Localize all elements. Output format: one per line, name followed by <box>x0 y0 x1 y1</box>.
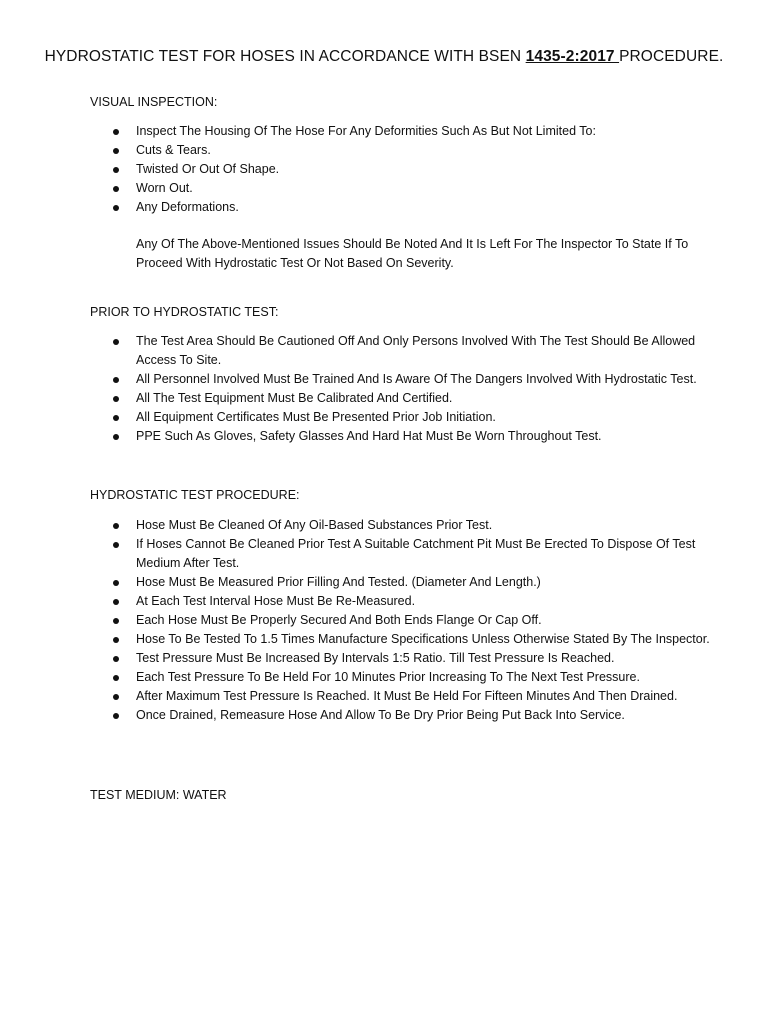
list-item: PPE Such As Gloves, Safety Glasses And Hard Hat Must Be Worn Throughout Test. <box>90 427 720 446</box>
bullet-icon <box>113 377 119 383</box>
bullet-icon <box>113 129 119 135</box>
bullet-icon <box>113 205 119 211</box>
bullet-icon <box>113 396 119 402</box>
list-item: Each Hose Must Be Properly Secured And Both Ends Flange Or Cap Off. <box>90 611 720 630</box>
list-item: Hose Must Be Measured Prior Filling And Tested. (Diameter And Length.) <box>90 573 720 592</box>
bullet-icon <box>113 186 119 192</box>
visual-inspection-list <box>90 122 720 217</box>
bullet-icon <box>113 542 119 548</box>
bullet-icon <box>113 618 119 624</box>
list-item: Cuts & Tears. <box>90 141 720 160</box>
bullet-icon <box>113 415 119 421</box>
document-title <box>0 48 768 66</box>
list-item: Worn Out. <box>90 179 720 198</box>
bullet-icon <box>113 523 119 529</box>
title-prefix: HYDROSTATIC TEST FOR HOSES IN ACCORDANCE WITH BSEN <box>44 48 526 65</box>
list-item: Twisted Or Out Of Shape. <box>90 160 720 179</box>
title-suffix: PROCEDURE. <box>619 48 724 65</box>
bullet-icon <box>113 694 119 700</box>
visual-inspection-note: Any Of The Above-Mentioned Issues Should Be Noted And It Is Left For The Inspector To State If To Proceed With Hydrostatic Test Or Not Based On Severity. <box>136 237 689 270</box>
list-item: All The Test Equipment Must Be Calibrated And Certified. <box>90 389 720 408</box>
bullet-icon <box>113 339 119 345</box>
procedure-heading: HYDROSTATIC TEST PROCEDURE: <box>90 488 300 502</box>
bullet-icon <box>113 580 119 586</box>
test-medium-text: TEST MEDIUM: WATER <box>90 788 227 802</box>
bullet-icon <box>113 656 119 662</box>
list-item: At Each Test Interval Hose Must Be Re-Measured. <box>90 592 720 611</box>
list-item: Hose Must Be Cleaned Of Any Oil-Based Substances Prior Test. <box>90 516 720 535</box>
list-item: If Hoses Cannot Be Cleaned Prior Test A Suitable Catchment Pit Must Be Erected To Dispose Of Test Medium After Test. <box>90 535 720 573</box>
list-item: Inspect The Housing Of The Hose For Any Deformities Such As But Not Limited To: <box>90 122 720 141</box>
bullet-icon <box>113 167 119 173</box>
list-item: Any Deformations. <box>90 198 720 217</box>
bullet-icon <box>113 637 119 643</box>
list-item: The Test Area Should Be Cautioned Off And Only Persons Involved With The Test Should Be Allowed Access To Site. <box>90 332 720 370</box>
list-item: After Maximum Test Pressure Is Reached. It Must Be Held For Fifteen Minutes And Then Drained. <box>90 687 720 706</box>
list-item: All Personnel Involved Must Be Trained And Is Aware Of The Dangers Involved With Hydrostatic Test. <box>90 370 720 389</box>
bullet-icon <box>113 599 119 605</box>
list-item: Test Pressure Must Be Increased By Intervals 1:5 Ratio. Till Test Pressure Is Reached. <box>90 649 720 668</box>
bullet-icon <box>113 675 119 681</box>
list-item: Each Test Pressure To Be Held For 10 Minutes Prior Increasing To The Next Test Pressure. <box>90 668 720 687</box>
bullet-icon <box>113 434 119 440</box>
prior-test-heading: PRIOR TO HYDROSTATIC TEST: <box>90 305 279 319</box>
test-medium-section <box>90 786 720 805</box>
visual-inspection-heading: VISUAL INSPECTION: <box>90 95 218 109</box>
procedure-list <box>90 516 720 725</box>
list-item: All Equipment Certificates Must Be Presented Prior Job Initiation. <box>90 408 720 427</box>
standard-code: 1435-2:2017 <box>525 48 620 65</box>
bullet-icon <box>113 148 119 154</box>
list-item: Once Drained, Remeasure Hose And Allow To Be Dry Prior Being Put Back Into Service. <box>90 706 720 725</box>
bullet-icon <box>113 713 119 719</box>
visual-inspection-section <box>90 93 720 273</box>
procedure-section <box>90 486 720 725</box>
prior-test-list <box>90 332 720 446</box>
list-item: Hose To Be Tested To 1.5 Times Manufacture Specifications Unless Otherwise Stated By The Inspector. <box>90 630 720 649</box>
prior-test-section <box>90 303 720 446</box>
